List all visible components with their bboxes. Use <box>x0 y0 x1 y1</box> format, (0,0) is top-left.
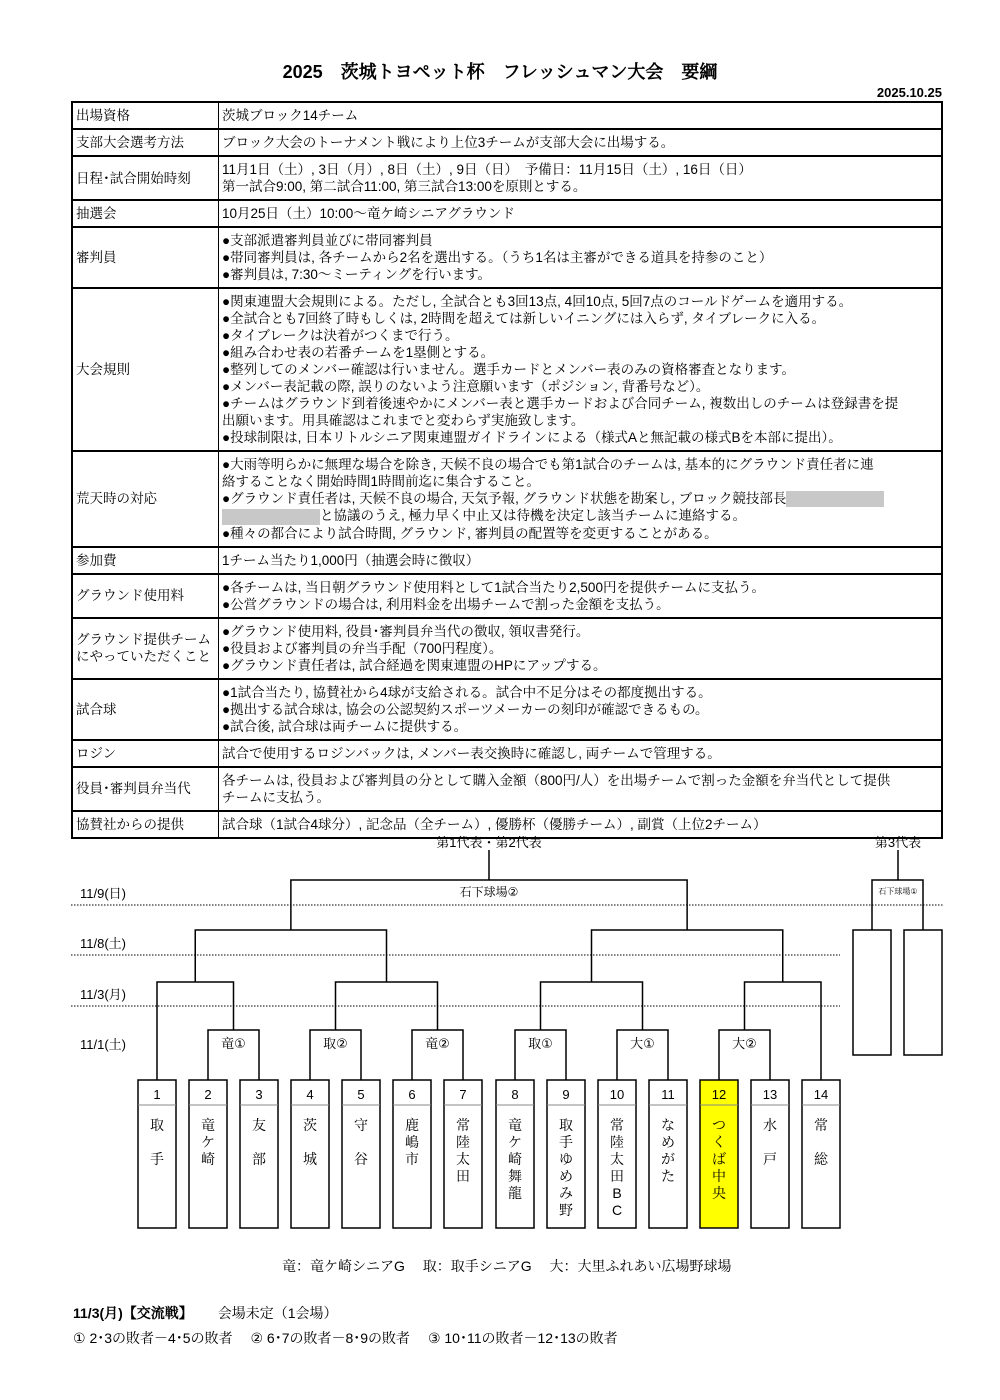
team-name-char: B <box>612 1185 622 1201</box>
bracket-line <box>745 982 822 1080</box>
team-number: 14 <box>813 1087 829 1102</box>
content-text: チームに支払う。 <box>222 789 330 805</box>
team-name-char: つ <box>712 1117 726 1133</box>
bracket-line <box>195 930 386 982</box>
content-text: 出願います。用具確認はこれまでと変わらず実施致します。 <box>222 413 585 428</box>
team-number: 12 <box>711 1087 727 1102</box>
content-text: ●全試合とも7回終了時もしくは, 2時間を超えては新しいイニングには入らず, タイブレークに入る。 <box>222 311 826 326</box>
team-name-char: た <box>661 1168 675 1184</box>
third-rep-box <box>904 930 942 1055</box>
exchange-venue: 会場未定（1会場） <box>217 1305 338 1321</box>
content-text: 各チームは, 役員および審判員の分として購入金額（800円/人）を出場チームで割った金額を弁当代として提供 <box>222 772 891 788</box>
row-label-text: 出場資格 <box>76 108 130 123</box>
final-venue-label: 石下球場② <box>459 885 519 899</box>
row-label-text: 支部大会選考方法 <box>76 135 184 150</box>
content-text: ●種々の都合により試合時間, グラウンド, 審判員の配置等を変更することがある。 <box>222 525 718 541</box>
content-text: ●試合後, 試合球は両チームに提供する。 <box>222 718 468 734</box>
content-text: ●グラウンド責任者は, 試合経過を関東連盟のHPにアップする。 <box>222 657 607 673</box>
first-round-label: 竜① <box>221 1036 246 1051</box>
team-number: 11 <box>661 1087 675 1102</box>
venue-legend: 竜：竜ケ崎シニアG 取：取手シニアG 大：大里ふれあい広場野球場 <box>282 1258 732 1274</box>
row-label-text: 参加費 <box>76 552 117 568</box>
team-name-char: 取 <box>150 1117 164 1133</box>
content-text: 絡することなく開始時間1時間前迄に集合すること。 <box>222 474 541 489</box>
round-date-label: 11/9(日) <box>80 886 126 901</box>
exchange-title: 11/3(月)【交流戦】 <box>73 1305 186 1321</box>
bracket-line <box>592 930 783 982</box>
team-name-char: 中 <box>712 1168 726 1184</box>
team-name-char: 野 <box>559 1202 573 1218</box>
content-text: 試合で使用するロジンバックは, メンバー表交換時に確認し, 両チームで管理する。 <box>222 745 721 761</box>
team-number: 13 <box>762 1087 778 1102</box>
content-text: 試合球（1試合4球分）, 記念品（全チーム）, 優勝杯（優勝チーム）, 副賞（上位2チーム） <box>222 816 767 832</box>
team-name-char: み <box>559 1185 573 1201</box>
team-number: 7 <box>459 1087 467 1102</box>
content-text: ●関東連盟大会規則による。ただし, 全試合とも3回13点, 4回10点, 5回7点のコールドゲームを適用する。 <box>222 294 853 309</box>
team-name-char: 戸 <box>763 1151 777 1167</box>
row-label-text: 日程･試合開始時刻 <box>76 170 191 186</box>
content-text: ●支部派遣審判員並びに帯同審判員 <box>222 233 433 248</box>
row-label-text: 役員･審判員弁当代 <box>76 781 191 797</box>
team-name-char: 田 <box>456 1168 470 1184</box>
team-number: 10 <box>609 1087 625 1102</box>
row-label-text: ロジン <box>76 745 117 761</box>
content-text: ●整列してのメンバー確認は行いません。選手カードとメンバー表のみの資格審査となります。 <box>222 362 795 377</box>
team-name-char: 手 <box>559 1134 573 1150</box>
row-label-text: 審判員 <box>76 250 117 265</box>
content-text: 10月25日（土）10:00～竜ケ崎シニアグラウンド <box>222 206 515 221</box>
content-text: ●グラウンド使用料, 役員･審判員弁当代の徴収, 領収書発行。 <box>222 623 590 639</box>
content-text: ●公営グラウンドの場合は, 利用料金を出場チームで割った金額を支払う。 <box>222 596 670 612</box>
content-text: ●組み合わせ表の若番チームを1塁側とする。 <box>222 345 495 360</box>
team-name-char: 市 <box>405 1151 419 1167</box>
first-second-rep-label: 第1代表・第2代表 <box>436 835 542 850</box>
row-label-text: 大会規則 <box>76 362 130 377</box>
team-number: 5 <box>357 1087 365 1102</box>
team-name-char: な <box>661 1117 675 1133</box>
content-text: と協議のうえ, 極力早く中止又は待機を決定し該当チームに連絡する。 <box>320 508 747 524</box>
team-name-char: 常 <box>814 1117 828 1133</box>
third-rep-venue-label: 石下球場① <box>878 887 918 896</box>
team-name-char: 太 <box>456 1151 470 1167</box>
team-number: 6 <box>408 1087 416 1102</box>
team-name-char: 常 <box>610 1117 624 1133</box>
team-name-char: め <box>661 1134 675 1150</box>
team-name-char: 手 <box>150 1151 164 1167</box>
team-name-char: 太 <box>610 1151 624 1167</box>
team-name-char: 嶋 <box>405 1134 419 1150</box>
team-name-char: 水 <box>763 1117 777 1133</box>
team-name-char: 常 <box>456 1117 470 1133</box>
round-date-label: 11/8(土) <box>80 936 126 951</box>
document-date: 2025.10.25 <box>876 85 942 100</box>
team-number: 4 <box>306 1087 314 1102</box>
third-rep-label: 第3代表 <box>874 835 922 850</box>
team-name-char: 陸 <box>610 1134 624 1150</box>
team-name-char: く <box>712 1134 726 1150</box>
content-text: ●審判員は, 7:30～ミーティングを行います。 <box>222 267 491 282</box>
team-name-char: 竜 <box>508 1117 522 1133</box>
content-text: ブロック大会のトーナメント戦により上位3チームが支部大会に出場する。 <box>222 135 675 150</box>
team-number: 9 <box>562 1087 570 1102</box>
team-name-char: 央 <box>712 1185 726 1201</box>
team-number: 2 <box>204 1087 212 1102</box>
team-name-char: が <box>661 1151 675 1167</box>
content-text: 1チーム当たり1,000円（抽選会時に徴収） <box>222 552 480 568</box>
first-round-label: 大② <box>732 1036 757 1051</box>
team-name-char: 城 <box>303 1151 317 1167</box>
team-name-char: 鹿 <box>405 1117 419 1133</box>
team-name-char: ケ <box>508 1134 522 1150</box>
content-text: ●チームはグラウンド到着後速やかにメンバー表と選手カードおよび合同チーム, 複数出しのチームは登録書を提 <box>222 396 899 411</box>
row-label-text: にやっていただくこと <box>76 649 211 665</box>
content-text: 11月1日（土）, 3日（月）, 8日（土）, 9日（日） 予備日：11月15日（土）, 16日（日） <box>222 162 752 177</box>
bracket-line <box>157 982 234 1080</box>
round-date-label: 11/1(土) <box>80 1037 126 1052</box>
row-label-text: 試合球 <box>76 701 117 717</box>
team-name-char: 守 <box>354 1117 368 1133</box>
team-name-char: 崎 <box>201 1151 215 1167</box>
content-text: ●グラウンド責任者は, 天候不良の場合, 天気予報, グラウンド状態を勘案し, ブロック競技部長 <box>222 491 787 506</box>
team-name-char: 龍 <box>508 1185 522 1201</box>
team-name-char: 舞 <box>508 1168 522 1184</box>
first-round-label: 取① <box>528 1036 553 1051</box>
first-round-label: 取② <box>323 1036 348 1051</box>
content-text: ●帯同審判員は, 各チームから2名を選出する。（うち1名は主審ができる道具を持参のこと） <box>222 250 773 265</box>
team-number: 3 <box>255 1087 263 1102</box>
exchange-heading <box>73 1303 338 1323</box>
round-date-label: 11/3(月) <box>80 987 126 1002</box>
content-text: ●投球制限は, 日本リトルシニア関東連盟ガイドラインによる（様式Aと無記載の様式Bを本部に提出）。 <box>222 430 842 445</box>
team-number: 8 <box>511 1087 519 1102</box>
row-label-text: 抽選会 <box>76 206 117 221</box>
team-name-char: C <box>611 1202 623 1218</box>
team-name-char: 友 <box>252 1117 266 1133</box>
team-name-char: 竜 <box>201 1117 215 1133</box>
content-text: ●大雨等明らかに無理な場合を除き, 天候不良の場合でも第1試合のチームは, 基本的にグラウンド責任者に連 <box>222 457 874 472</box>
team-name-char: ゆ <box>559 1151 573 1167</box>
first-round-label: 大① <box>630 1036 655 1051</box>
row-label-text: グラウンド使用料 <box>76 588 184 604</box>
team-name-char: 崎 <box>508 1151 522 1167</box>
team-number: 1 <box>153 1087 161 1102</box>
exchange-matches: ① 2･3の敗者－4･5の敗者 ② 6･7の敗者－8･9の敗者 ③ 10･11の敗者－12･13の敗者 <box>73 1330 618 1346</box>
row-label-text: 荒天時の対応 <box>76 491 157 507</box>
team-name-char: 谷 <box>354 1151 368 1167</box>
content-text: 茨城ブロック14チーム <box>222 108 359 123</box>
team-name-char: 総 <box>814 1151 828 1167</box>
team-name-char: 部 <box>252 1151 266 1167</box>
team-name-char: 茨 <box>303 1117 317 1133</box>
content-text: ●メンバー表記載の際, 誤りのないよう注意願います（ポジション, 背番号など）。 <box>222 379 710 394</box>
row-label-text: 協賛社からの提供 <box>76 816 184 832</box>
team-name-char: ば <box>712 1151 726 1167</box>
third-rep-box <box>853 930 891 1055</box>
content-text: 第一試合9:00, 第二試合11:00, 第三試合13:00を原則とする。 <box>222 179 587 194</box>
content-text: ●役員および審判員の弁当手配（700円程度）。 <box>222 640 503 656</box>
team-name-char: ケ <box>201 1134 215 1150</box>
team-name-char: 陸 <box>456 1134 470 1150</box>
content-text: ●1試合当たり, 協賛社から4球が支給される。試合中不足分はその都度拠出する。 <box>222 684 712 700</box>
team-name-char: め <box>559 1168 573 1184</box>
first-round-label: 竜② <box>425 1036 450 1051</box>
row-label-text: グラウンド提供チーム <box>76 632 211 648</box>
content-text: ●各チームは, 当日朝グラウンド使用料として1試合当たり2,500円を提供チームに支払う。 <box>222 579 765 595</box>
content-text: ●拠出する試合球は, 協会の公認契約スポーツメーカーの刻印が確認できるもの。 <box>222 701 709 717</box>
document-title: 2025 茨城トヨペット杯 フレッシュマン大会 要綱 <box>282 62 718 82</box>
team-name-char: 取 <box>559 1117 573 1133</box>
content-text: ●タイブレークは決着がつくまで行う。 <box>222 328 459 343</box>
team-name-char: 田 <box>610 1168 624 1184</box>
